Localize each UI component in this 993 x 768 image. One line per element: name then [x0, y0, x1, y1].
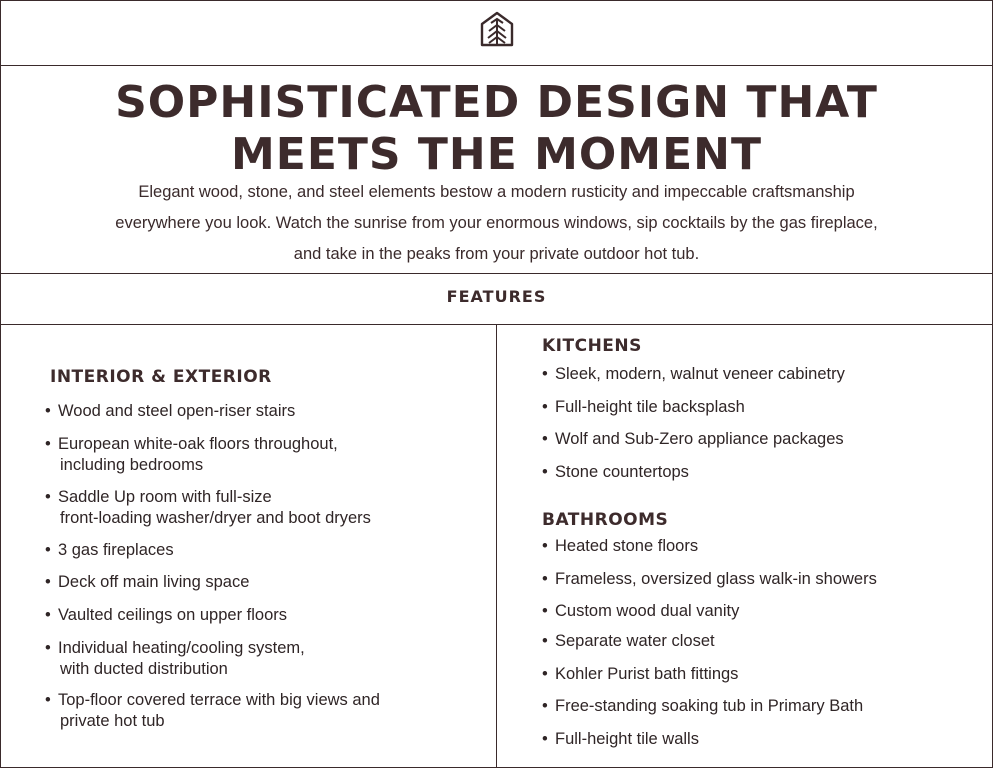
- intro-line-3: and take in the peaks from your private outdoor hot tub.: [293, 245, 700, 263]
- list-item: • Wood and steel open-riser stairs: [45, 402, 296, 420]
- headline-line-2: MEETS THE MOMENT: [230, 129, 762, 180]
- bathrooms-title: BATHROOMS: [542, 510, 669, 530]
- intro-line-2: everywhere you look. Watch the sunrise from your enormous windows, sip cocktails by the gas fireplace,: [115, 214, 878, 232]
- list-item: • 3 gas fireplaces: [45, 541, 174, 559]
- list-item: • Custom wood dual vanity: [542, 602, 740, 620]
- list-item: • Deck off main living space: [45, 573, 250, 591]
- list-item: • Full-height tile walls: [542, 730, 699, 748]
- list-item: • Wolf and Sub-Zero appliance packages: [542, 430, 844, 448]
- headline-line-1: SOPHISTICATED DESIGN THAT: [115, 77, 878, 128]
- kitchens-title: KITCHENS: [542, 336, 642, 356]
- features-heading: FEATURES: [446, 287, 547, 306]
- divider-intro: [0, 273, 993, 274]
- list-item: • Individual heating/cooling system, with ducted distribution: [45, 639, 305, 678]
- list-item: • Top-floor covered terrace with big views and private hot tub: [45, 691, 380, 730]
- list-item: • Sleek, modern, walnut veneer cabinetry: [542, 365, 845, 383]
- divider-top: [0, 65, 993, 66]
- list-item: • Free-standing soaking tub in Primary Bath: [542, 697, 864, 715]
- list-item: • Full-height tile backsplash: [542, 398, 745, 416]
- list-item: • Frameless, oversized glass walk-in showers: [542, 570, 877, 588]
- list-item: • Vaulted ceilings on upper floors: [45, 606, 288, 624]
- list-item: • Separate water closet: [542, 632, 715, 650]
- list-item: • Stone countertops: [542, 463, 689, 481]
- list-item: • Saddle Up room with full-size front-loading washer/dryer and boot dryers: [45, 488, 371, 527]
- list-item: • Kohler Purist bath fittings: [542, 665, 739, 683]
- list-item: • European white-oak floors throughout, including bedrooms: [45, 435, 338, 474]
- leaf-house-logo-icon: [480, 11, 514, 47]
- intro-line-1: Elegant wood, stone, and steel elements bestow a modern rusticity and impeccable craftsmanship: [138, 183, 855, 201]
- column-divider: [496, 325, 497, 768]
- interior-exterior-title: INTERIOR & EXTERIOR: [50, 367, 272, 387]
- list-item: • Heated stone floors: [542, 537, 699, 555]
